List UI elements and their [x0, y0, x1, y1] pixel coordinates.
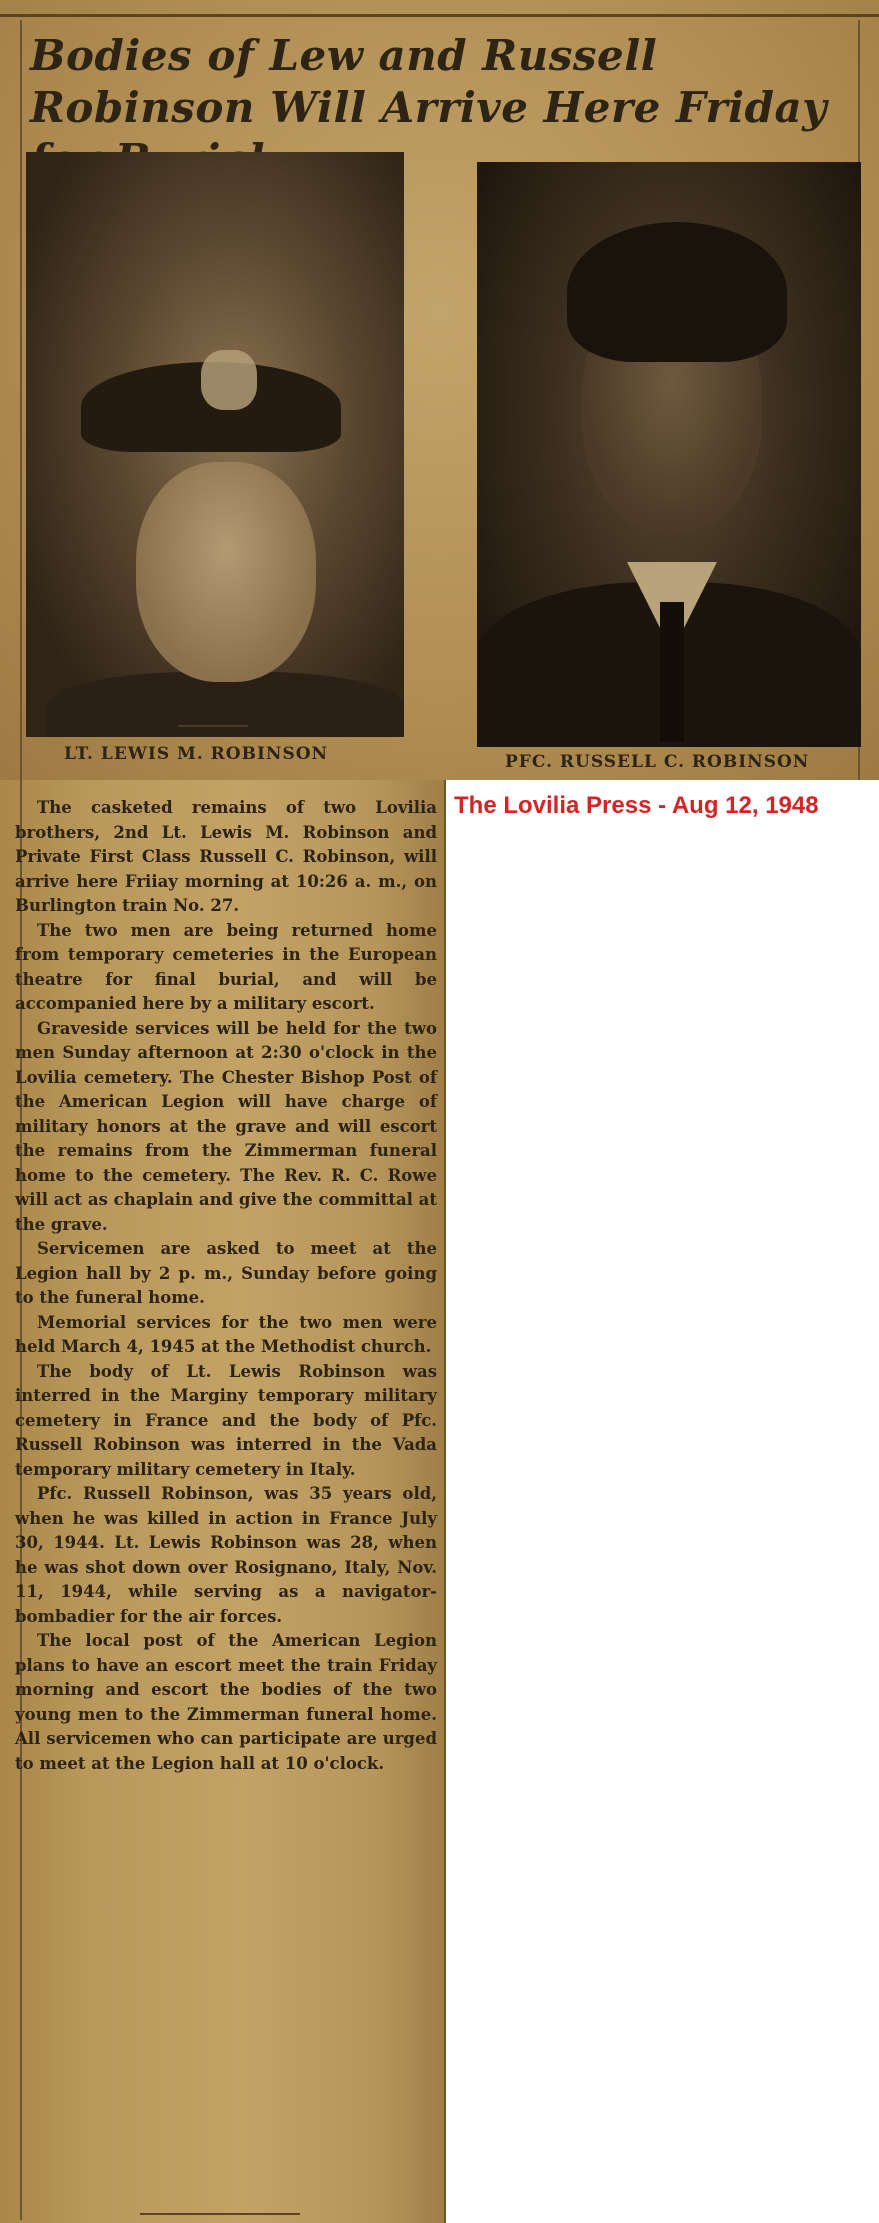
photo-face — [136, 462, 316, 682]
article-paragraph: The local post of the American Legion plans to have an escort meet the train Friday morning and escort the bodies of the two young men to the Zimmerman funeral home. All servicemen who can participate are urged to meet at the Legion hall at 10 o'clock. — [15, 1631, 437, 1773]
article-paragraph: Memorial services for the two men were held March 4, 1945 at the Methodist church. — [15, 1312, 437, 1356]
photo-hair — [567, 222, 787, 362]
article-paragraph: Pfc. Russell Robinson, was 35 years old, when he was killed in action in France July 30, 1944. Lt. Lewis Robinson was 28, when he was shot down over Rosignano, Italy, Nov. 11, 1944, while serving as a navigator-bombadier for the air forces. — [15, 1484, 437, 1626]
source-note: The Lovilia Press - Aug 12, 1948 — [454, 792, 819, 819]
article-body — [15, 796, 437, 1776]
caption-divider — [178, 725, 248, 727]
photo-caption-right: PFC. RUSSELL C. ROBINSON — [505, 752, 810, 772]
column-rule — [444, 780, 446, 2223]
bottom-rule — [140, 2213, 300, 2215]
photo-tie — [660, 602, 684, 742]
article-paragraph: The body of Lt. Lewis Robinson was interred in the Marginy temporary military cemetery in France and the body of Pfc. Russell Robinson was interred in the Vada temporary military cemetery in Italy. — [15, 1361, 437, 1479]
article-paragraph: Graveside services will be held for the two men Sunday afternoon at 2:30 o'clock in the Lovilia cemetery. The Chester Bishop Post of the American Legion will have charge of military honors at the grave and will escort the remains from the Zimmerman funeral home to the cemetery. The Rev. R. C. Rowe will act as chaplain and give the committal at the grave. — [15, 1018, 437, 1234]
photo-russell-robinson — [477, 162, 861, 747]
photo-caption-left: LT. LEWIS M. ROBINSON — [64, 744, 329, 764]
photo-lewis-robinson — [26, 152, 404, 737]
blank-area — [446, 780, 879, 2223]
article-paragraph: The two men are being returned home from temporary cemeteries in the European theatre for final burial, and will be accompanied here by a military escort. — [15, 920, 437, 1013]
headline: Bodies of Lew and Russell Robinson Will Arrive Here Friday — [30, 31, 828, 132]
cap-badge-icon — [201, 350, 257, 410]
top-rule — [0, 14, 879, 17]
article-paragraph: The casketed remains of two Lovilia brothers, 2nd Lt. Lewis M. Robinson and Private First Class Russell C. Robinson, will arrive here Friiay morning at 10:26 a. m., on Burlington train No. 27. — [15, 798, 437, 915]
article-paragraph: Servicemen are asked to meet at the Legion hall by 2 p. m., Sunday before going to the funeral home. — [15, 1239, 437, 1307]
